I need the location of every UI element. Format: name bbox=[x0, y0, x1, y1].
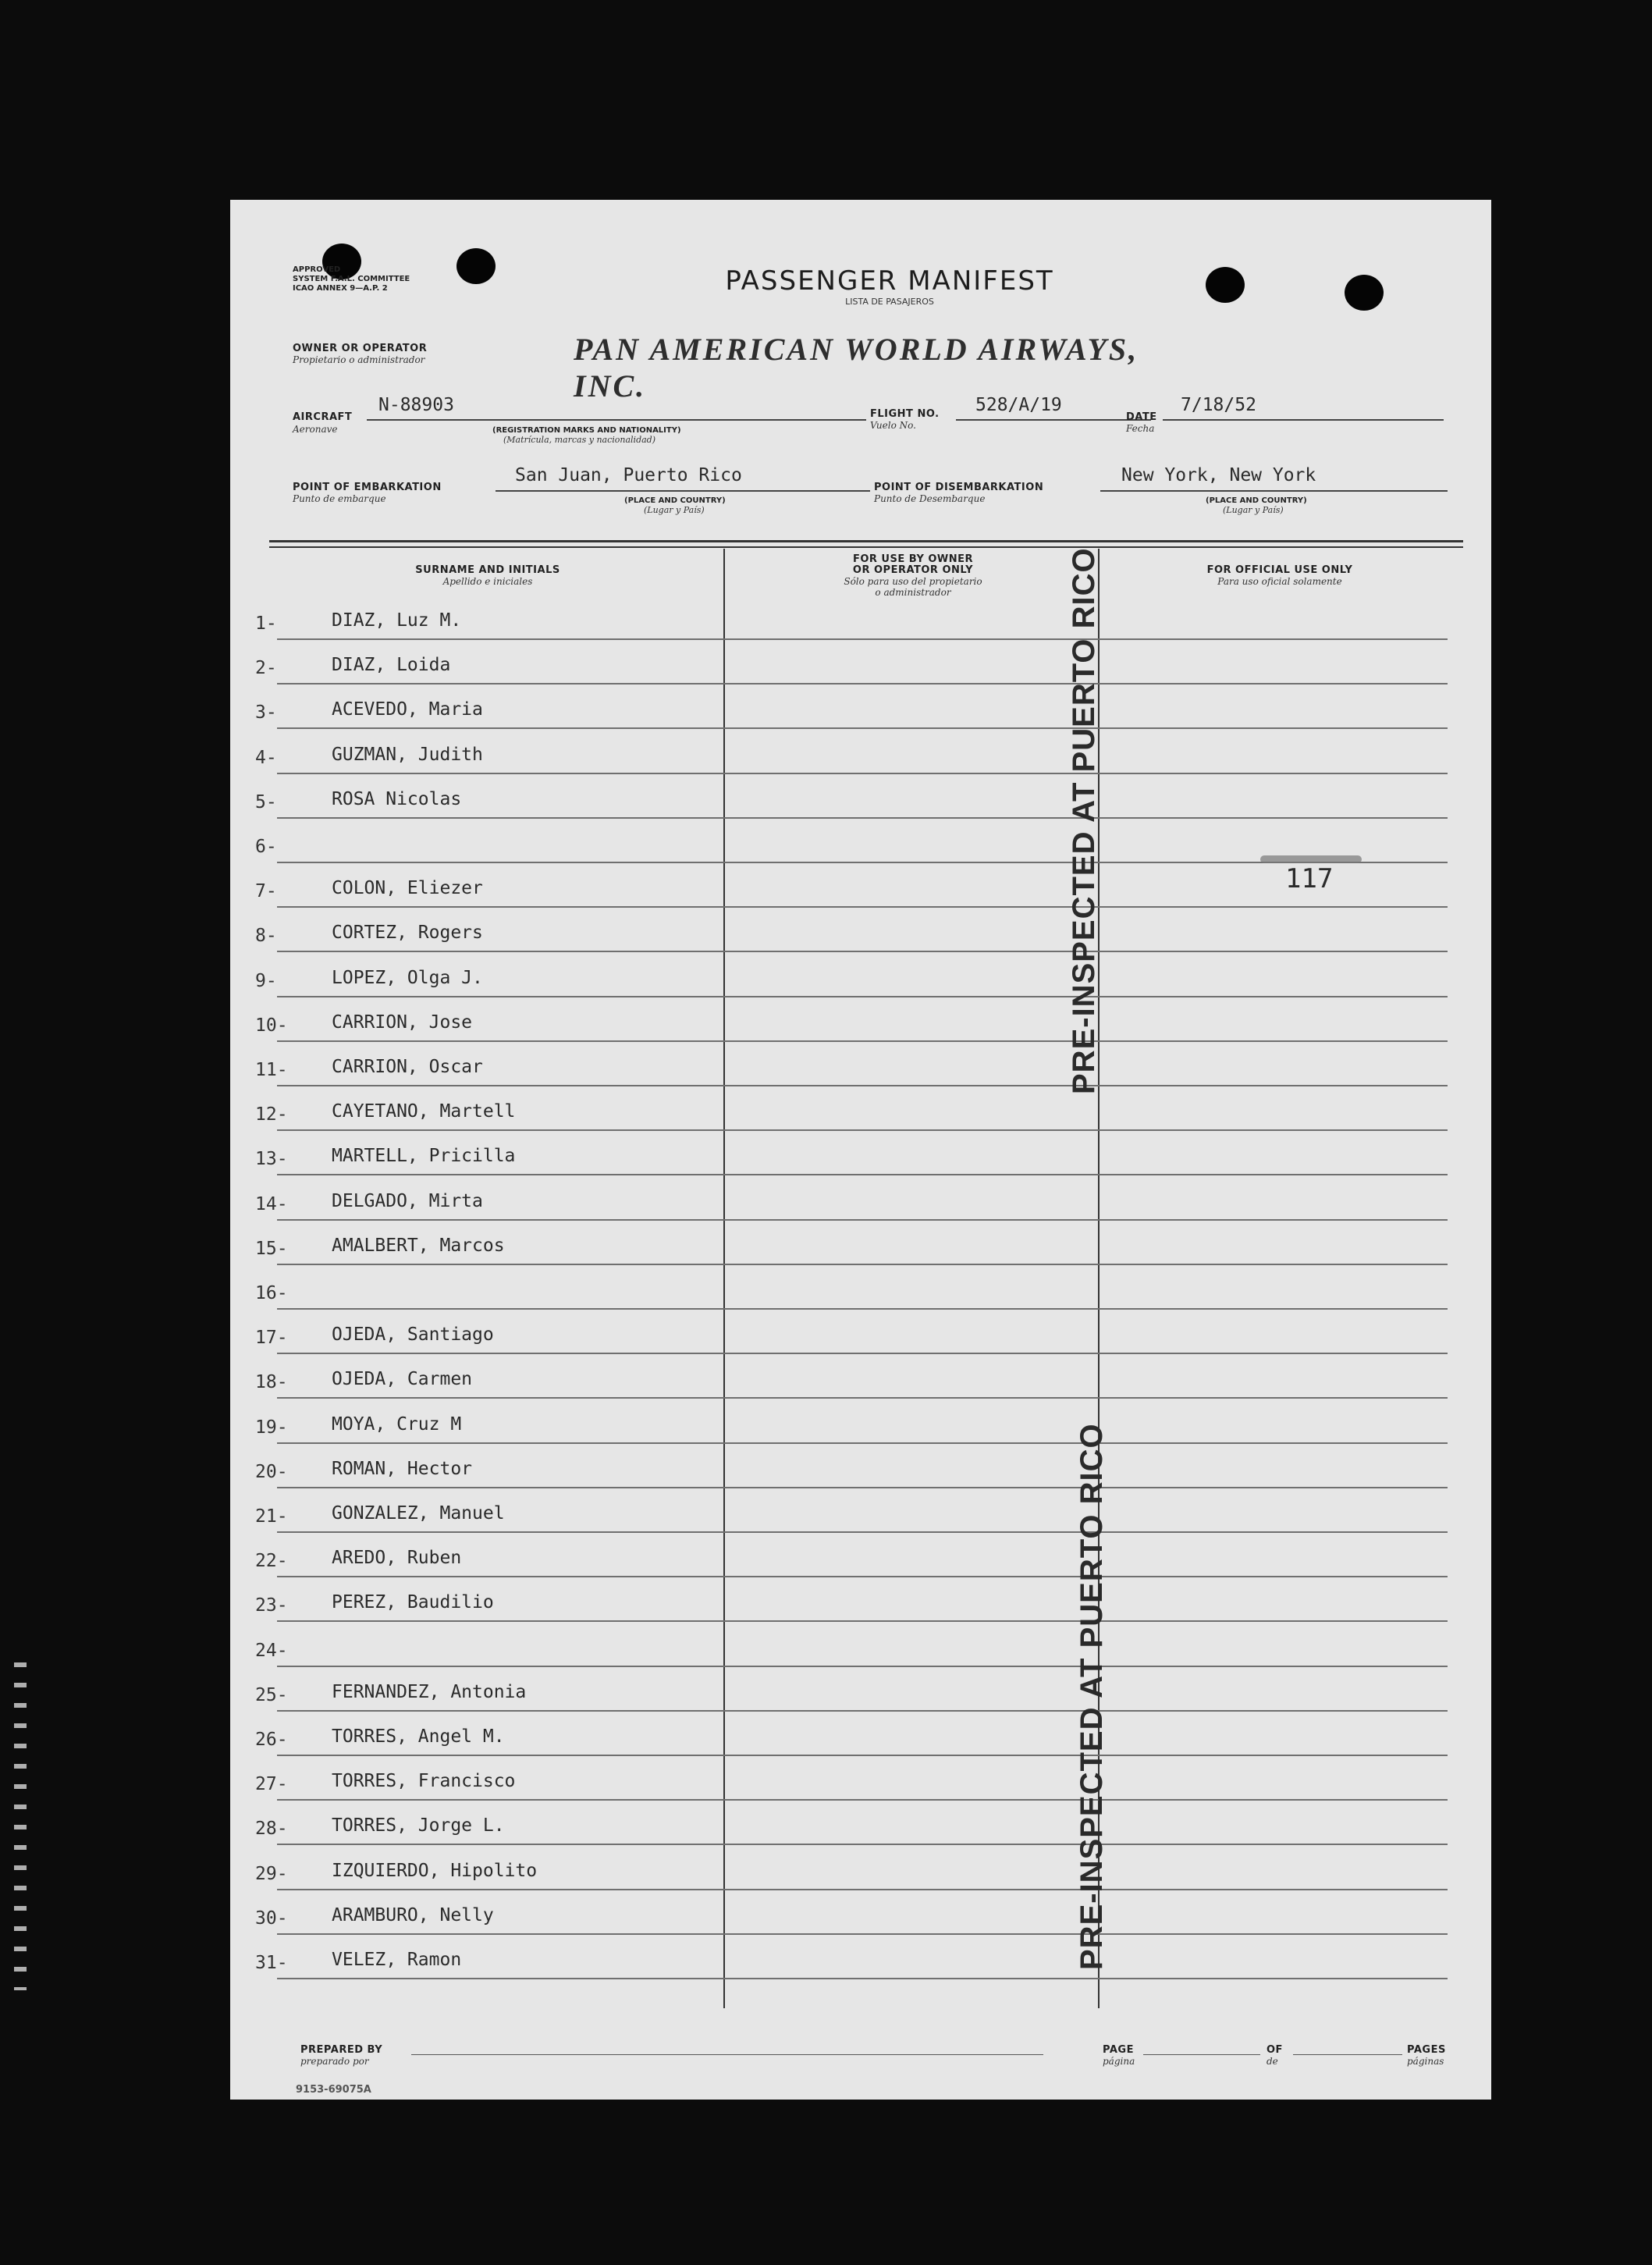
embark-underline bbox=[496, 490, 870, 492]
date-label: DATE bbox=[1126, 411, 1157, 423]
row-number: 30- bbox=[255, 1908, 288, 1929]
row-number: 25- bbox=[255, 1684, 288, 1705]
passenger-name: CORTEZ, Rogers bbox=[332, 923, 483, 944]
row-divider bbox=[277, 1174, 1448, 1175]
disembark-place-note: (PLACE AND COUNTRY) bbox=[1206, 496, 1307, 505]
page-underline bbox=[1143, 2054, 1260, 2055]
passenger-name: CAYETANO, Martell bbox=[332, 1101, 516, 1122]
official-column-header bbox=[1104, 565, 1455, 587]
film-edge-marks bbox=[14, 1662, 27, 1990]
row-divider bbox=[277, 1264, 1448, 1265]
passenger-name: GUZMAN, Judith bbox=[332, 744, 483, 765]
row-number: 12- bbox=[255, 1104, 288, 1125]
form-code: 9153-69075A bbox=[296, 2084, 371, 2096]
row-divider bbox=[277, 951, 1448, 952]
row-divider bbox=[277, 1442, 1448, 1444]
airline-name: PAN AMERICAN WORLD AIRWAYS, INC. bbox=[574, 332, 1139, 404]
surname-heading: SURNAME AND INITIALS bbox=[415, 564, 560, 576]
row-number: 2- bbox=[255, 658, 277, 679]
header-rule bbox=[269, 546, 1463, 548]
aircraft-label: AIRCRAFT bbox=[293, 411, 353, 423]
registration-note: (REGISTRATION MARKS AND NATIONALITY) bbox=[492, 426, 681, 435]
embark-place-note: (PLACE AND COUNTRY) bbox=[624, 496, 726, 505]
date-label-es: Fecha bbox=[1126, 423, 1155, 434]
passenger-name: PEREZ, Baudilio bbox=[332, 1592, 494, 1613]
row-number: 20- bbox=[255, 1461, 288, 1482]
row-divider bbox=[277, 1755, 1448, 1756]
aircraft-underline bbox=[367, 419, 866, 421]
date-value: 7/18/52 bbox=[1181, 395, 1256, 415]
row-number: 19- bbox=[255, 1417, 288, 1438]
row-divider bbox=[277, 1219, 1448, 1221]
embark-value: San Juan, Puerto Rico bbox=[515, 465, 742, 485]
prepared-label: PREPARED BY bbox=[300, 2044, 383, 2056]
row-number: 16- bbox=[255, 1283, 288, 1303]
aircraft-value: N-88903 bbox=[378, 395, 454, 415]
approval-block bbox=[293, 265, 480, 293]
row-number: 28- bbox=[255, 1819, 288, 1840]
passenger-name: FERNANDEZ, Antonia bbox=[332, 1681, 527, 1702]
page-label-es: página bbox=[1103, 2056, 1135, 2067]
page-label: PAGE bbox=[1103, 2044, 1134, 2056]
passenger-name: MOYA, Cruz M bbox=[332, 1413, 462, 1435]
passenger-name: MARTELL, Pricilla bbox=[332, 1146, 516, 1167]
passenger-name: TORRES, Angel M. bbox=[332, 1726, 505, 1747]
row-number: 9- bbox=[255, 970, 277, 991]
row-divider bbox=[277, 1620, 1448, 1622]
passenger-name: LOPEZ, Olga J. bbox=[332, 967, 483, 988]
passenger-name: DIAZ, Loida bbox=[332, 655, 451, 676]
passenger-name: TORRES, Jorge L. bbox=[332, 1815, 505, 1837]
preinspection-stamp: PRE-INSPECTED AT PUERTO RICO bbox=[1067, 547, 1101, 1094]
row-number: 29- bbox=[255, 1863, 288, 1884]
approval-line: ICAO ANNEX 9—A.P. 2 bbox=[293, 284, 388, 293]
row-divider bbox=[277, 906, 1448, 908]
disembark-underline bbox=[1100, 490, 1448, 492]
row-number: 24- bbox=[255, 1640, 288, 1661]
row-number: 1- bbox=[255, 613, 277, 634]
prepared-label-es: preparado por bbox=[300, 2056, 369, 2067]
surname-heading-es: Apellido e iniciales bbox=[442, 576, 533, 587]
disembark-place-note-es: (Lugar y País) bbox=[1223, 505, 1284, 515]
owner-label: OWNER OR OPERATOR bbox=[293, 343, 428, 354]
official-heading: FOR OFFICIAL USE ONLY bbox=[1206, 564, 1353, 576]
row-number: 5- bbox=[255, 791, 277, 812]
row-divider bbox=[277, 638, 1448, 640]
column-divider bbox=[723, 549, 725, 2008]
punch-hole bbox=[1345, 275, 1384, 311]
passenger-name: TORRES, Francisco bbox=[332, 1771, 516, 1792]
disembark-value: New York, New York bbox=[1121, 465, 1316, 485]
row-number: 27- bbox=[255, 1774, 288, 1795]
owner-label-es: Propietario o administrador bbox=[293, 354, 425, 365]
owner-use-heading-es: Sólo para uso del propietario bbox=[844, 576, 982, 587]
row-number: 23- bbox=[255, 1595, 288, 1616]
approval-line: APPROVED bbox=[293, 265, 341, 274]
approval-line: SYSTEM F.A.L. COMMITTEE bbox=[293, 275, 410, 283]
row-divider bbox=[277, 1666, 1448, 1667]
row-divider bbox=[277, 727, 1448, 729]
row-number: 4- bbox=[255, 747, 277, 768]
row-number: 26- bbox=[255, 1730, 288, 1750]
passenger-name: COLON, Eliezer bbox=[332, 878, 483, 899]
preinspection-stamp: PRE-INSPECTED AT PUERTO RICO bbox=[1075, 1423, 1109, 1970]
row-number: 17- bbox=[255, 1328, 288, 1349]
punch-hole bbox=[1206, 267, 1245, 303]
note-scribble bbox=[1260, 855, 1362, 863]
passenger-name: ARAMBURO, Nelly bbox=[332, 1904, 494, 1925]
prepared-underline bbox=[411, 2054, 1043, 2055]
row-divider bbox=[277, 817, 1448, 819]
passenger-name: OJEDA, Santiago bbox=[332, 1325, 494, 1346]
disembark-label: POINT OF DISEMBARKATION bbox=[874, 482, 1044, 493]
manifest-sheet bbox=[230, 200, 1491, 2100]
row-number: 11- bbox=[255, 1060, 288, 1080]
pages-label: PAGES bbox=[1407, 2044, 1446, 2056]
owner-use-heading: OR OPERATOR ONLY bbox=[852, 564, 974, 576]
passenger-name: OJEDA, Carmen bbox=[332, 1369, 473, 1390]
row-divider bbox=[277, 683, 1448, 684]
passenger-name: DIAZ, Luz M. bbox=[332, 610, 462, 631]
row-divider bbox=[277, 1933, 1448, 1935]
registration-note-es: (Matrícula, marcas y nacionalidad) bbox=[503, 435, 655, 445]
page-title: PASSENGER MANIFEST bbox=[725, 265, 1054, 297]
row-divider bbox=[277, 1978, 1448, 1979]
flight-label-es: Vuelo No. bbox=[870, 420, 916, 431]
row-number: 6- bbox=[255, 837, 277, 857]
row-number: 14- bbox=[255, 1193, 288, 1214]
flight-underline bbox=[956, 419, 1151, 421]
row-divider bbox=[277, 1397, 1448, 1399]
passenger-name: AMALBERT, Marcos bbox=[332, 1235, 505, 1256]
row-number: 21- bbox=[255, 1506, 288, 1527]
embark-label: POINT OF EMBARKATION bbox=[293, 482, 442, 493]
row-divider bbox=[277, 1308, 1448, 1310]
aircraft-label-es: Aeronave bbox=[293, 424, 338, 435]
passenger-name: IZQUIERDO, Hipolito bbox=[332, 1860, 538, 1881]
page-title-spanish: LISTA DE PASAJEROS bbox=[845, 297, 934, 307]
row-divider bbox=[277, 1710, 1448, 1712]
flight-label: FLIGHT NO. bbox=[870, 408, 940, 420]
passenger-name: VELEZ, Ramon bbox=[332, 1950, 462, 1970]
pages-label-es: páginas bbox=[1407, 2056, 1444, 2067]
row-divider bbox=[277, 1576, 1448, 1577]
row-number: 7- bbox=[255, 881, 277, 902]
row-number: 13- bbox=[255, 1149, 288, 1170]
official-note: 117 bbox=[1285, 863, 1334, 894]
of-label-es: de bbox=[1267, 2056, 1278, 2067]
row-number: 22- bbox=[255, 1551, 288, 1572]
passenger-name: CARRION, Oscar bbox=[332, 1057, 483, 1077]
row-divider bbox=[277, 1799, 1448, 1801]
passenger-name: ACEVEDO, Maria bbox=[332, 699, 483, 720]
passenger-name: AREDO, Ruben bbox=[332, 1548, 462, 1569]
row-number: 8- bbox=[255, 926, 277, 947]
owner-use-heading: FOR USE BY OWNER bbox=[852, 553, 974, 565]
official-heading-es: Para uso oficial solamente bbox=[1217, 576, 1342, 587]
surname-column-header bbox=[308, 565, 667, 587]
row-divider bbox=[277, 773, 1448, 774]
row-number: 15- bbox=[255, 1238, 288, 1259]
row-divider bbox=[277, 1129, 1448, 1131]
passenger-name: GONZALEZ, Manuel bbox=[332, 1503, 505, 1524]
row-number: 10- bbox=[255, 1015, 288, 1036]
owner-use-heading-es: o administrador bbox=[875, 587, 951, 598]
passenger-name: DELGADO, Mirta bbox=[332, 1190, 483, 1211]
row-number: 31- bbox=[255, 1953, 288, 1973]
passenger-name: ROMAN, Hector bbox=[332, 1458, 473, 1479]
of-label: OF bbox=[1267, 2044, 1283, 2056]
row-divider bbox=[277, 1040, 1448, 1042]
flight-value: 528/A/19 bbox=[975, 395, 1062, 415]
header-rule bbox=[269, 540, 1463, 542]
row-divider bbox=[277, 1889, 1448, 1890]
row-number: 3- bbox=[255, 702, 277, 724]
row-divider bbox=[277, 1353, 1448, 1354]
row-divider bbox=[277, 996, 1448, 997]
embark-place-note-es: (Lugar y País) bbox=[644, 505, 705, 515]
owner-use-column-header bbox=[730, 554, 1096, 598]
passenger-name: ROSA Nicolas bbox=[332, 788, 462, 809]
embark-label-es: Punto de embarque bbox=[293, 493, 386, 504]
disembark-label-es: Punto de Desembarque bbox=[874, 493, 986, 504]
row-divider bbox=[277, 1844, 1448, 1845]
row-divider bbox=[277, 1531, 1448, 1533]
row-divider bbox=[277, 1487, 1448, 1488]
row-divider bbox=[277, 1085, 1448, 1086]
row-number: 18- bbox=[255, 1372, 288, 1393]
passenger-name: CARRION, Jose bbox=[332, 1012, 473, 1033]
of-underline bbox=[1293, 2054, 1402, 2055]
date-underline bbox=[1163, 419, 1444, 421]
